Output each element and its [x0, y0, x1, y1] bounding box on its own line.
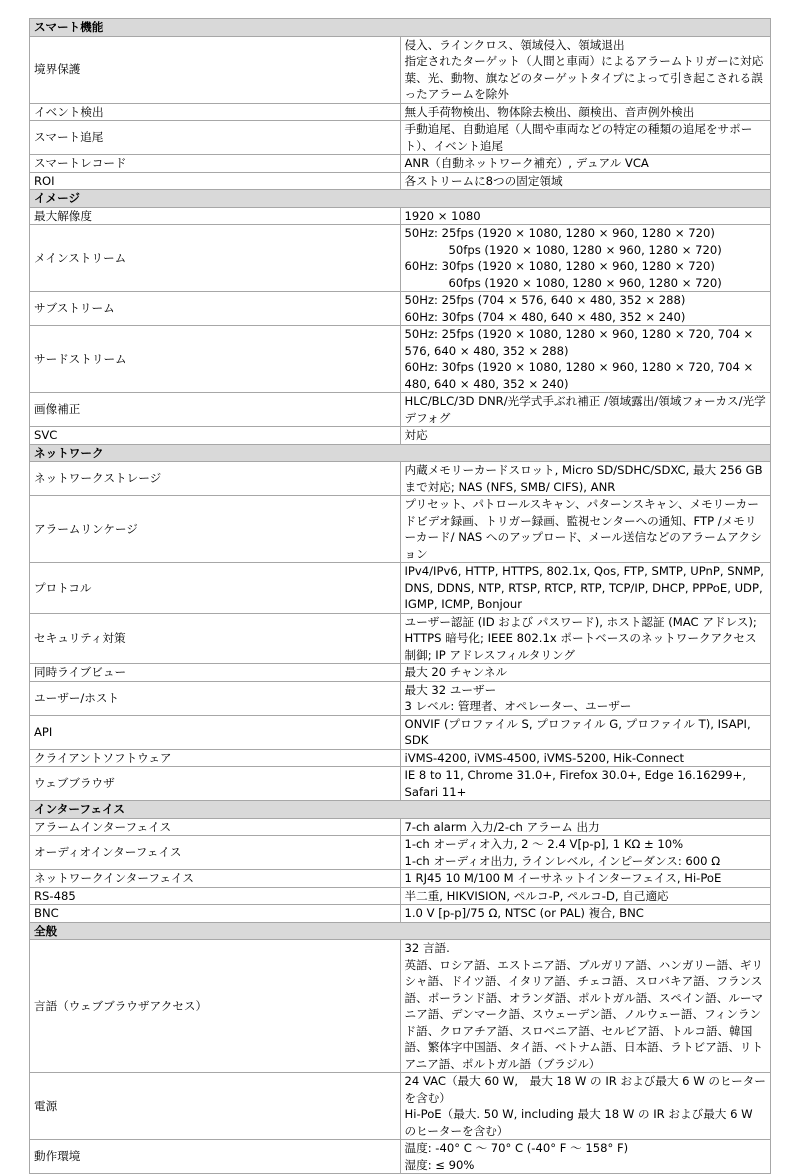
spec-value-line: 内蔵メモリーカードスロット, Micro SD/SDHC/SDXC, 最大 256 GB まで対応; NAS (NFS, SMB/ CIFS), ANR — [404, 463, 763, 494]
spec-label: 境界保護 — [30, 36, 401, 103]
spec-value — [400, 818, 771, 836]
spec-row — [30, 563, 771, 614]
spec-value-line: 7-ch alarm 入力/2-ch アラーム 出力 — [404, 819, 600, 834]
spec-value-line: ユーザー認証 (ID および パスワード), ホスト認証 (MAC アドレス); HTTPS 暗号化; IEEE 802.1x ポートベースのネットワークアクセス制御; IP アドレスフィルタリング — [404, 614, 757, 662]
spec-row — [30, 664, 771, 682]
spec-value-line: 指定されたターゲット（人間と車両）によるアラームトリガーに対応 — [404, 54, 764, 68]
spec-row — [30, 427, 771, 445]
spec-value-line: 24 VAC（最大 60 W, 最大 18 W の IR および最大 6 W のヒーターを含む） — [404, 1074, 766, 1105]
spec-value-line: 半二重, HIKVISION, ペルコ-P, ペルコ-D, 自己適応 — [404, 888, 669, 903]
spec-label: アラームインターフェイス — [30, 818, 401, 836]
spec-label: 電源 — [30, 1073, 401, 1140]
spec-value — [400, 681, 771, 715]
spec-row — [30, 103, 771, 121]
spec-value-line: 32 言語. — [404, 941, 450, 955]
spec-value-line: プリセット、パトロールスキャン、パターンスキャン、メモリーカードビデオ録画、トリガー録画、監視センターへの通知、FTP /メモリーカード/ NAS へのアップロード、メール送信などのアラームアクション — [404, 497, 762, 561]
spec-value-line: 1 RJ45 10 M/100 M イーサネットインターフェイス, Hi-PoE — [404, 871, 722, 885]
spec-value-line: IE 8 to 11, Chrome 31.0+, Firefox 30.0+, Edge 16.16299+, Safari 11+ — [404, 768, 747, 799]
spec-value-line: 1.0 V [p-p]/75 Ω, NTSC (or PAL) 複合, BNC — [404, 906, 644, 920]
spec-label: アラームリンケージ — [30, 496, 401, 563]
spec-value-line: 60fps (1920 × 1080, 1280 × 960, 1280 × 720) — [448, 275, 722, 290]
spec-value — [400, 1073, 771, 1140]
spec-label: セキュリティ対策 — [30, 613, 401, 664]
spec-label: スマート追尾 — [30, 121, 401, 155]
spec-value-line: iVMS-4200, iVMS-4500, iVMS-5200, Hik-Connect — [404, 750, 684, 765]
spec-row — [30, 292, 771, 326]
spec-value — [400, 715, 771, 749]
spec-value-line: IPv4/IPv6, HTTP, HTTPS, 802.1x, Qos, FTP, SMTP, UPnP, SNMP, DNS, DDNS, NTP, RTSP, RTCP, RTP, TCP/IP, DHCP, PPPoE, UDP, IGMP, ICMP, Bonjour — [404, 564, 764, 611]
section-header — [30, 190, 771, 208]
spec-value — [400, 905, 771, 923]
spec-value-line: 50Hz: 25fps (704 × 576, 640 × 480, 352 × 288) — [404, 293, 686, 307]
spec-label: 画像補正 — [30, 393, 401, 427]
spec-value — [400, 836, 771, 870]
spec-label: ウェブブラウザ — [30, 767, 401, 801]
spec-label: スマートレコード — [30, 155, 401, 173]
spec-value — [400, 496, 771, 563]
spec-value-line: 最大 32 ユーザー — [404, 682, 497, 697]
spec-sheet — [29, 18, 771, 1174]
section-title: イメージ — [30, 190, 771, 208]
spec-label: 言語（ウェブブラウザアクセス） — [30, 940, 401, 1073]
spec-row — [30, 681, 771, 715]
spec-label: メインストリーム — [30, 225, 401, 292]
spec-value — [400, 940, 771, 1073]
spec-label: サードストリーム — [30, 326, 401, 393]
spec-value — [400, 292, 771, 326]
spec-row — [30, 496, 771, 563]
spec-row — [30, 767, 771, 801]
spec-row — [30, 905, 771, 923]
spec-row — [30, 393, 771, 427]
spec-row — [30, 887, 771, 905]
spec-value-line: 50Hz: 25fps (1920 × 1080, 1280 × 960, 1280 × 720) — [404, 226, 715, 240]
spec-value-line: 最大 20 チャンネル — [404, 665, 508, 679]
spec-label: RS-485 — [30, 887, 401, 905]
section-title: ネットワーク — [30, 444, 771, 462]
spec-label: ネットワークストレージ — [30, 462, 401, 496]
spec-row — [30, 225, 771, 292]
spec-label: API — [30, 715, 401, 749]
spec-row — [30, 172, 771, 190]
spec-label: 同時ライブビュー — [30, 664, 401, 682]
section-header — [30, 19, 771, 37]
spec-value — [400, 613, 771, 664]
spec-label: サブストリーム — [30, 292, 401, 326]
spec-row — [30, 749, 771, 767]
spec-label: BNC — [30, 905, 401, 923]
spec-label: クライアントソフトウェア — [30, 749, 401, 767]
spec-value-line: ANR（自動ネットワーク補充）, デュアル VCA — [404, 156, 649, 170]
spec-row — [30, 836, 771, 870]
spec-row — [30, 818, 771, 836]
spec-value — [400, 326, 771, 393]
section-header — [30, 801, 771, 819]
spec-value — [400, 172, 771, 190]
spec-label: オーディオインターフェイス — [30, 836, 401, 870]
spec-row — [30, 121, 771, 155]
spec-row — [30, 1073, 771, 1140]
spec-value-line: 無人手荷物検出、物体除去検出、顔検出、音声例外検出 — [404, 104, 695, 119]
spec-value — [400, 767, 771, 801]
section-title: スマート機能 — [30, 19, 771, 37]
spec-value-line: 60Hz: 30fps (1920 × 1080, 1280 × 960, 1280 × 720, 704 × 480, 640 × 480, 352 × 240) — [404, 360, 754, 391]
spec-value-line: 湿度: ≤ 90% — [404, 1157, 475, 1172]
section-header — [30, 444, 771, 462]
spec-value — [400, 870, 771, 888]
spec-value-line: 1-ch オーディオ入力, 2 ～ 2.4 V[p-p], 1 KΩ ± 10% — [404, 837, 684, 851]
spec-table — [29, 18, 771, 1174]
spec-value-line: 各ストリームに8つの固定領域 — [404, 173, 563, 188]
spec-row — [30, 1140, 771, 1174]
spec-row — [30, 207, 771, 225]
spec-table-body — [30, 19, 771, 1174]
spec-row — [30, 326, 771, 393]
spec-row — [30, 155, 771, 173]
spec-value — [400, 563, 771, 614]
spec-value — [400, 207, 771, 225]
spec-value — [400, 887, 771, 905]
spec-label: 動作環境 — [30, 1140, 401, 1174]
spec-value-line: ONVIF (プロファイル S, プロファイル G, プロファイル T), ISAPI, SDK — [404, 716, 751, 747]
spec-value — [400, 103, 771, 121]
spec-value — [400, 462, 771, 496]
spec-value-line: 温度: -40° C ～ 70° C (-40° F ～ 158° F) — [404, 1141, 629, 1155]
spec-value — [400, 36, 771, 103]
spec-row — [30, 36, 771, 103]
spec-value — [400, 393, 771, 427]
section-title: インターフェイス — [30, 801, 771, 819]
spec-value-line: 60Hz: 30fps (704 × 480, 640 × 480, 352 × 240) — [404, 309, 686, 324]
spec-value-line: 葉、光、動物、旗などのターゲットタイプによって引き起こされる誤ったアラームを除外 — [404, 70, 763, 101]
spec-label: ROI — [30, 172, 401, 190]
spec-value-line: HLC/BLC/3D DNR/光学式手ぶれ補正 /領域露出/領域フォーカス/光学デフォグ — [404, 394, 766, 425]
spec-row — [30, 870, 771, 888]
spec-label: ユーザー/ホスト — [30, 681, 401, 715]
spec-row — [30, 613, 771, 664]
spec-value — [400, 749, 771, 767]
spec-row — [30, 715, 771, 749]
section-title: 全般 — [30, 922, 771, 940]
spec-value-line: 50fps (1920 × 1080, 1280 × 960, 1280 × 720) — [448, 242, 722, 257]
section-header — [30, 922, 771, 940]
spec-value — [400, 1140, 771, 1174]
spec-value-line: 60Hz: 30fps (1920 × 1080, 1280 × 960, 1280 × 720) — [404, 259, 715, 273]
spec-row — [30, 940, 771, 1073]
spec-label: SVC — [30, 427, 401, 445]
spec-value — [400, 664, 771, 682]
spec-label: プロトコル — [30, 563, 401, 614]
spec-value-line: 侵入、ラインクロス、領域侵入、領域退出 — [404, 37, 625, 52]
spec-value-line: Hi-PoE（最大. 50 W, including 最大 18 W の IR および最大 6 W のヒーターを含む） — [404, 1107, 753, 1138]
spec-row — [30, 462, 771, 496]
spec-value-line: 1-ch オーディオ出力, ラインレベル, インピーダンス: 600 Ω — [404, 853, 721, 868]
spec-value-line: 50Hz: 25fps (1920 × 1080, 1280 × 960, 1280 × 720, 704 × 576, 640 × 480, 352 × 288) — [404, 327, 754, 358]
spec-label: 最大解像度 — [30, 207, 401, 225]
spec-value-line: 対応 — [404, 428, 428, 442]
spec-value-line: 手動追尾、自動追尾（人間や車両などの特定の種類の追尾をサポート）、イベント追尾 — [404, 122, 753, 153]
spec-value-line: 英語、ロシア語、エストニア語、ブルガリア語、ハンガリー語、ギリシャ語、ドイツ語、イタリア語、チェコ語、スロバキア語、フランス語、ポーランド語、オランダ語、ポルトガル語、スペイン語、ルーマニア語、デンマーク語、スウェーデン語、ノルウェー語、フィンランド語、クロアチア語、スロベニア語、セルビア語、トルコ語、韓国語、繁体字中国語、タイ語、ベトナム語、日本語、ラトビア語、リトアニア語、ポルトガル語（ブラジル） — [404, 957, 764, 1071]
spec-value — [400, 427, 771, 445]
spec-value-line: 3 レベル: 管理者、オペレーター、ユーザー — [404, 699, 632, 713]
spec-value-line: 1920 × 1080 — [404, 208, 481, 223]
spec-label: イベント検出 — [30, 103, 401, 121]
spec-label: ネットワークインターフェイス — [30, 870, 401, 888]
spec-value — [400, 225, 771, 292]
spec-value — [400, 155, 771, 173]
spec-value — [400, 121, 771, 155]
